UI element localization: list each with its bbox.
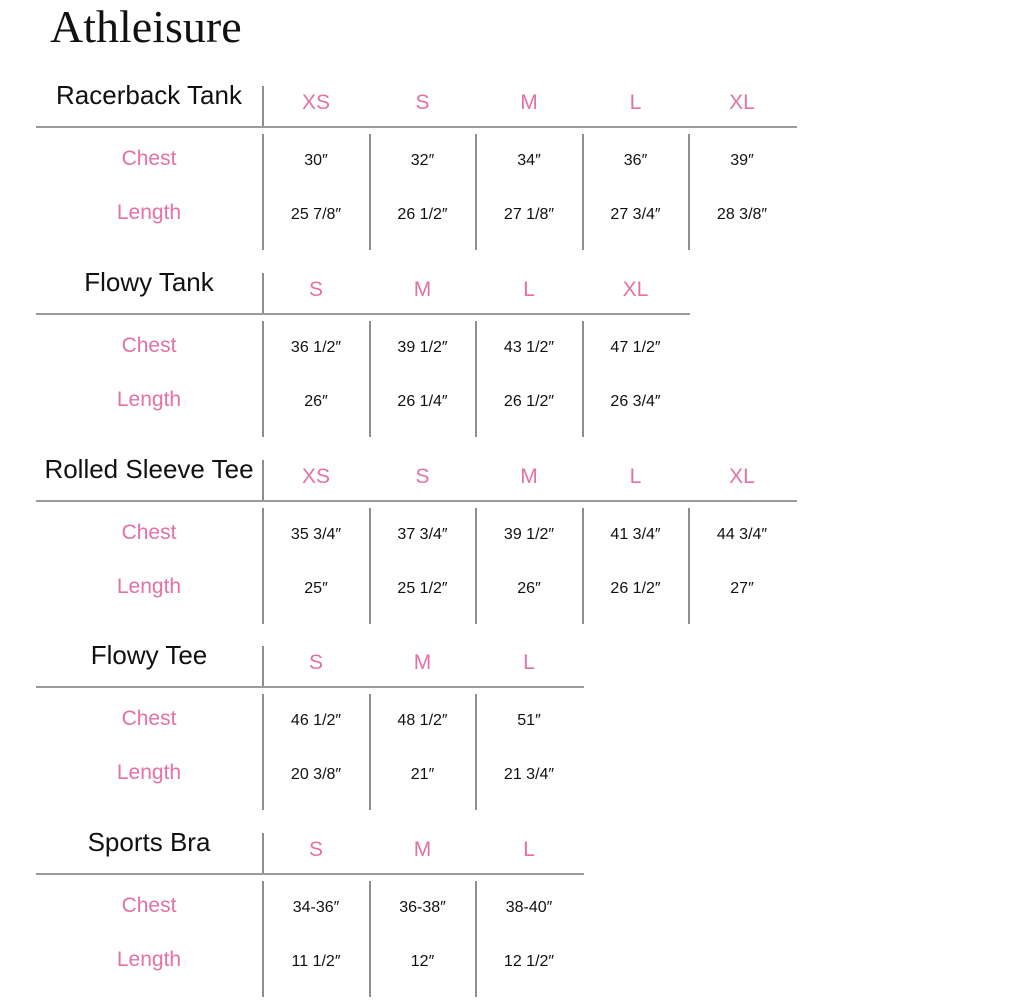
chest-value: 43 1/2″ bbox=[503, 339, 555, 356]
chest-value: 48 1/2″ bbox=[397, 712, 448, 729]
length-value: 21″ bbox=[410, 766, 435, 783]
length-value: 27 1/8″ bbox=[503, 206, 555, 223]
length-label: Length bbox=[116, 201, 182, 224]
chest-value: 47 1/2″ bbox=[610, 339, 661, 356]
size-table bbox=[0, 267, 1024, 439]
size-table bbox=[0, 80, 1024, 252]
size-label: S bbox=[308, 838, 323, 861]
page-title: Athleisure bbox=[50, 1, 242, 52]
chest-value: 30″ bbox=[304, 152, 328, 169]
length-label: Length bbox=[116, 575, 182, 598]
header-rule bbox=[36, 873, 584, 875]
size-label: M bbox=[413, 278, 432, 301]
header-rule bbox=[36, 126, 797, 128]
length-value: 11 1/2″ bbox=[291, 953, 341, 970]
product-name: Flowy Tank bbox=[84, 267, 214, 297]
length-value: 26″ bbox=[304, 393, 328, 410]
size-label: S bbox=[308, 651, 323, 674]
length-value: 26 1/2″ bbox=[503, 393, 555, 410]
length-value: 27″ bbox=[730, 580, 754, 597]
chest-value: 51″ bbox=[517, 712, 541, 729]
size-label: L bbox=[629, 465, 642, 488]
size-label: XS bbox=[301, 465, 330, 488]
size-label: XL bbox=[729, 465, 755, 488]
size-label: L bbox=[523, 278, 535, 301]
length-value: 25″ bbox=[304, 580, 328, 597]
size-table bbox=[0, 827, 1024, 999]
length-value: 25 1/2″ bbox=[397, 580, 448, 597]
size-label: M bbox=[520, 91, 538, 114]
chest-value: 44 3/4″ bbox=[716, 526, 768, 543]
size-label: S bbox=[415, 91, 430, 114]
length-value: 21 3/4″ bbox=[503, 766, 555, 783]
chest-label: Chest bbox=[121, 707, 177, 730]
chest-value: 34″ bbox=[517, 152, 541, 169]
header-rule bbox=[36, 313, 690, 315]
length-value: 26 1/2″ bbox=[610, 580, 661, 597]
product-name: Racerback Tank bbox=[56, 80, 242, 110]
length-value: 26″ bbox=[517, 580, 541, 597]
size-label: XL bbox=[622, 278, 649, 301]
chest-label: Chest bbox=[121, 521, 177, 544]
length-value: 27 3/4″ bbox=[610, 206, 661, 223]
length-value: 26 1/2″ bbox=[397, 206, 448, 223]
size-label: M bbox=[413, 651, 432, 674]
product-name: Sports Bra bbox=[87, 827, 211, 857]
size-label: M bbox=[520, 465, 538, 488]
product-name: Rolled Sleeve Tee bbox=[44, 454, 254, 484]
size-label: M bbox=[413, 838, 432, 861]
size-label: L bbox=[523, 651, 535, 674]
size-table bbox=[0, 640, 1024, 812]
chest-value: 46 1/2″ bbox=[290, 712, 342, 729]
chest-value: 34-36″ bbox=[292, 899, 340, 916]
chest-value: 41 3/4″ bbox=[610, 526, 661, 543]
chest-value: 39″ bbox=[730, 152, 754, 169]
size-label: L bbox=[629, 91, 642, 114]
chest-value: 35 3/4″ bbox=[290, 526, 342, 543]
length-value: 26 1/4″ bbox=[397, 393, 448, 410]
chest-label: Chest bbox=[121, 147, 177, 170]
length-value: 12 1/2″ bbox=[503, 953, 555, 970]
header-rule bbox=[36, 686, 584, 688]
chest-value: 36″ bbox=[623, 152, 648, 169]
chest-value: 39 1/2″ bbox=[503, 526, 555, 543]
size-label: S bbox=[415, 465, 430, 488]
size-label: XS bbox=[301, 91, 330, 114]
length-label: Length bbox=[116, 761, 182, 784]
product-name: Flowy Tee bbox=[90, 640, 208, 670]
chest-value: 36-38″ bbox=[399, 899, 446, 916]
size-label: S bbox=[308, 278, 323, 301]
size-label: XL bbox=[729, 91, 755, 114]
chest-value: 39 1/2″ bbox=[397, 339, 448, 356]
size-label: L bbox=[523, 838, 535, 861]
length-label: Length bbox=[116, 388, 182, 411]
chest-value: 36 1/2″ bbox=[290, 339, 342, 356]
chest-label: Chest bbox=[121, 894, 177, 917]
length-value: 20 3/8″ bbox=[290, 766, 342, 783]
length-value: 28 3/8″ bbox=[716, 206, 768, 223]
length-value: 12″ bbox=[410, 953, 435, 970]
length-value: 26 3/4″ bbox=[610, 393, 661, 410]
chest-value: 32″ bbox=[410, 152, 435, 169]
length-value: 25 7/8″ bbox=[290, 206, 342, 223]
header-rule bbox=[36, 500, 797, 502]
chest-value: 37 3/4″ bbox=[397, 526, 448, 543]
length-label: Length bbox=[116, 948, 182, 971]
chest-label: Chest bbox=[121, 334, 177, 357]
chest-value: 38-40″ bbox=[505, 899, 553, 916]
size-table bbox=[0, 454, 1024, 626]
